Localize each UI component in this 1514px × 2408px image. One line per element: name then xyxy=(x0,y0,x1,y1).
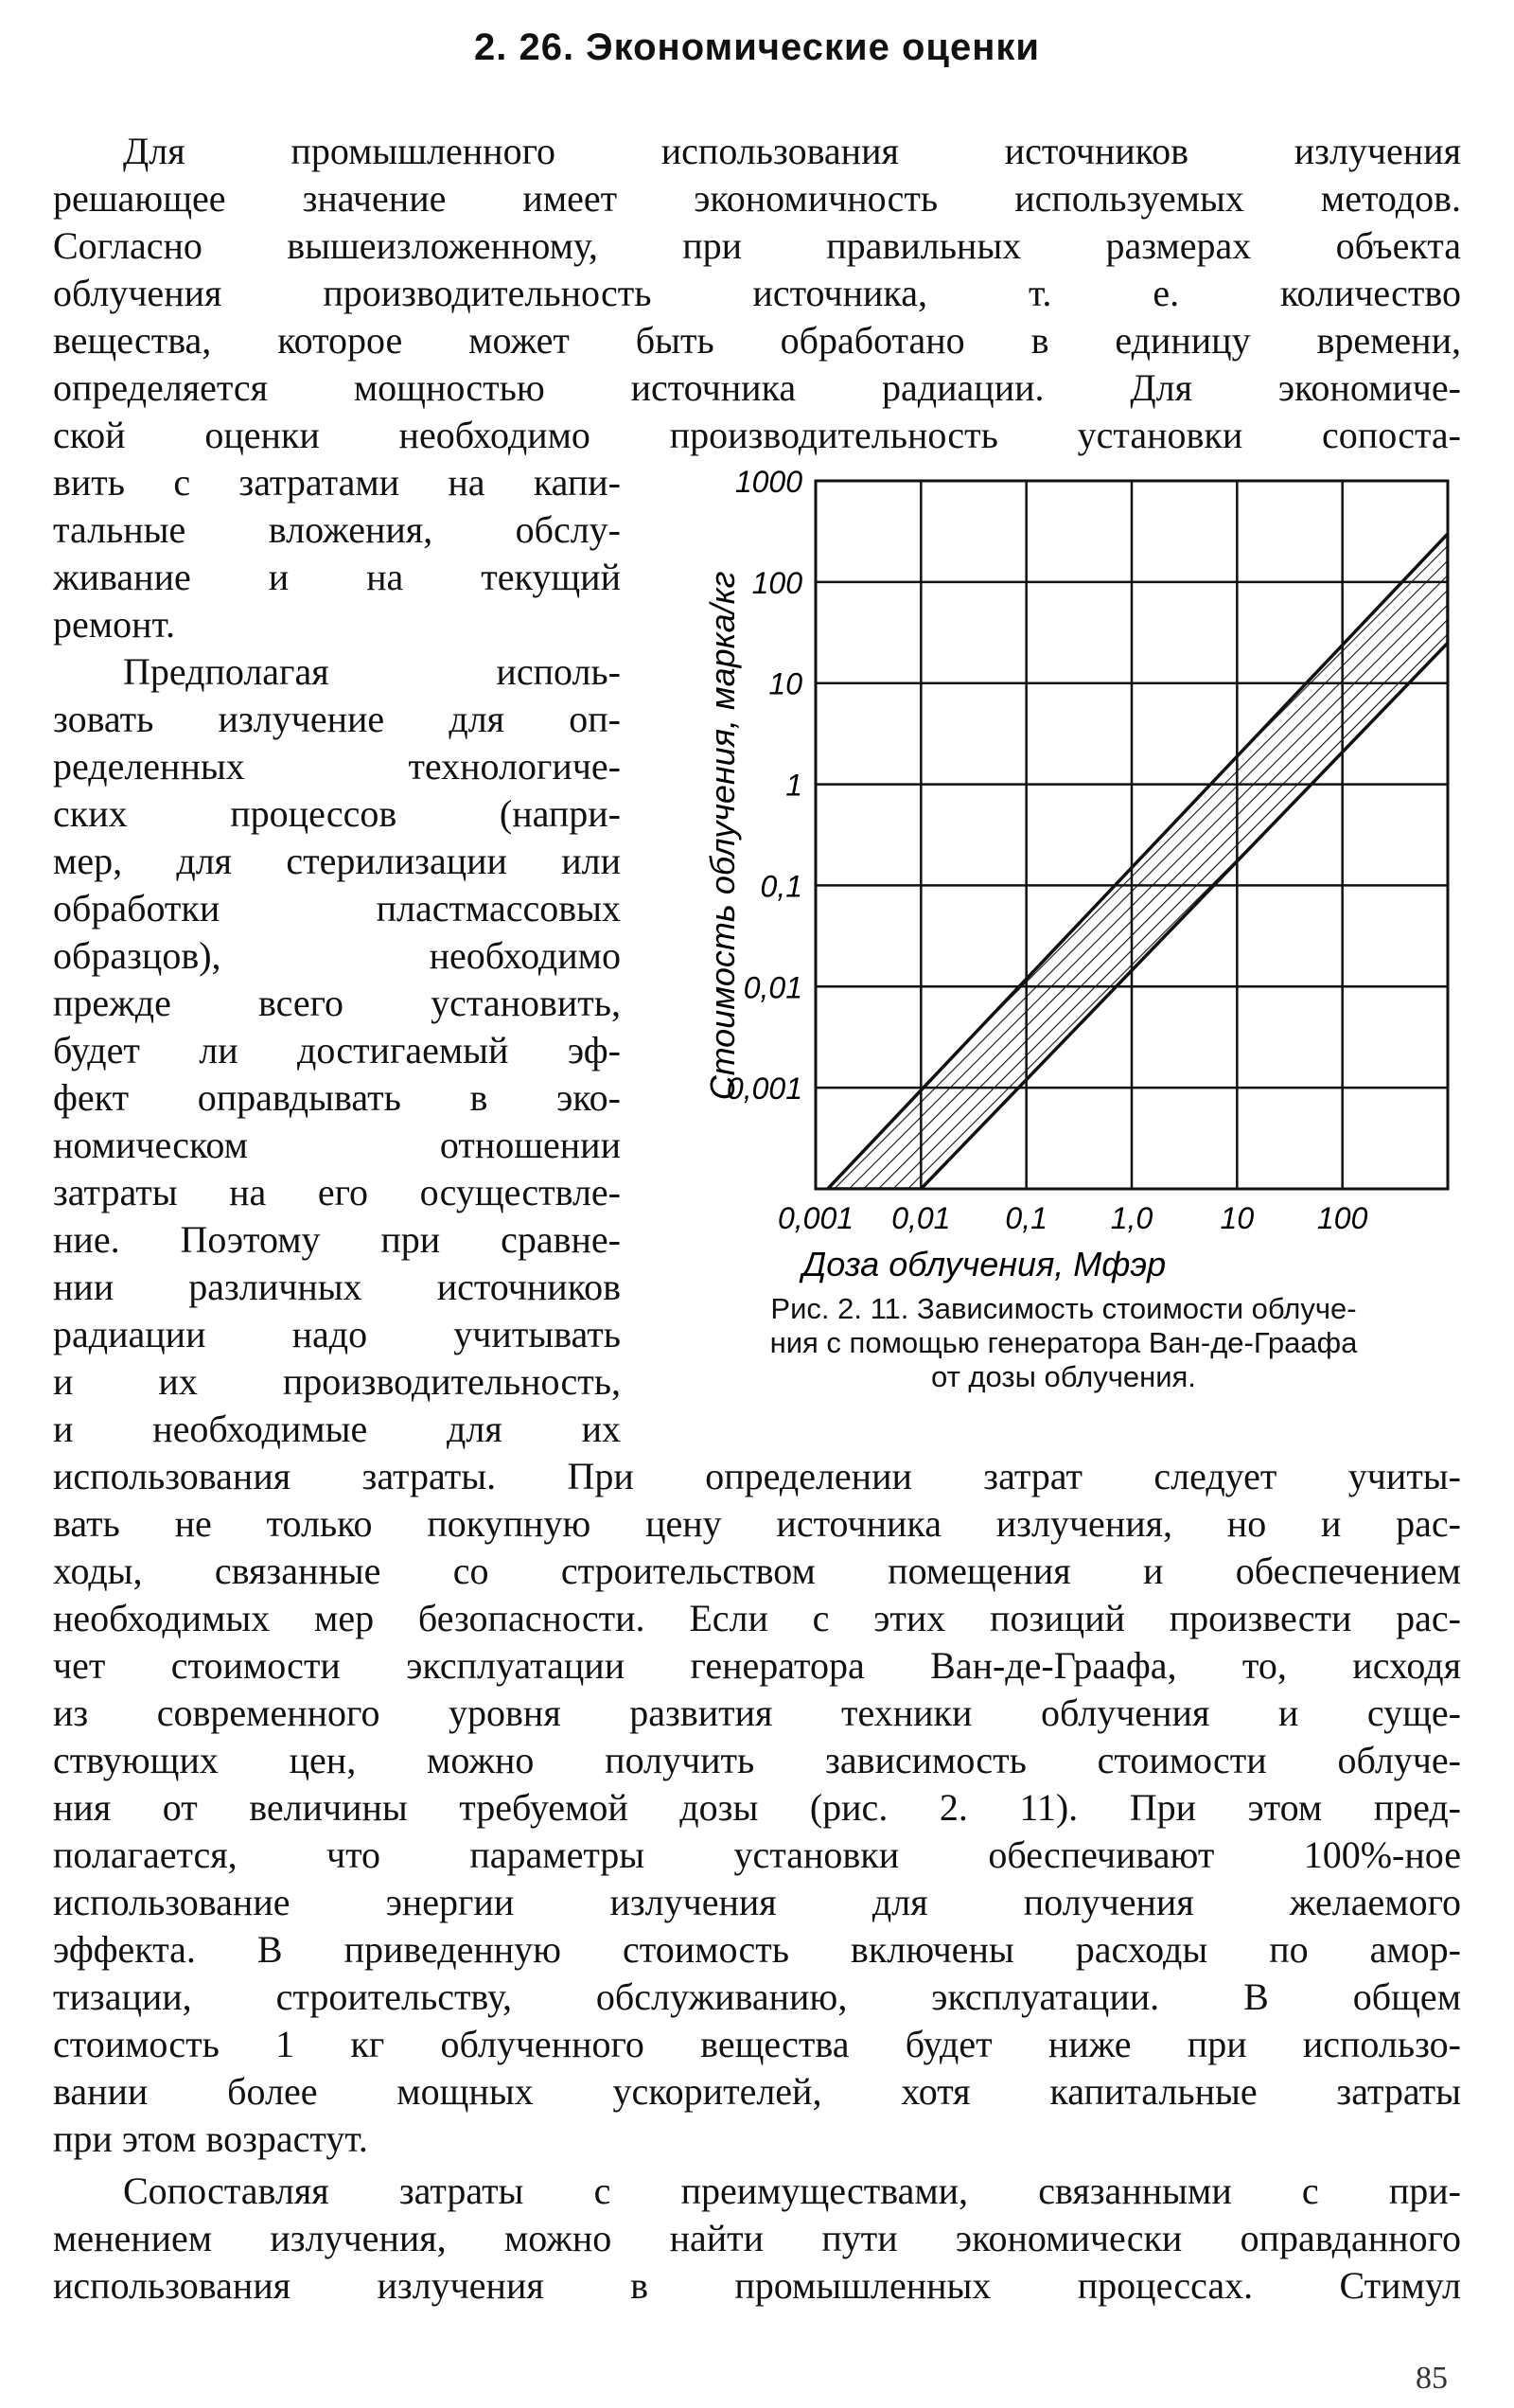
text-line: полагается, что параметры установки обеспечивают 100%-ное xyxy=(53,1833,1461,1876)
text-line: решающее значение имеет экономичность используемых методов. xyxy=(53,177,1461,220)
x-tick-label: 0,1 xyxy=(1005,1201,1047,1235)
chart-grid xyxy=(816,481,1448,1189)
figure-caption xyxy=(653,1292,1474,1394)
text-line: Согласно вышеизложенному, при правильных размерах объекта xyxy=(53,224,1461,267)
y-tick-label: 10 xyxy=(768,666,802,701)
text-line: Предполагая исполь- xyxy=(123,650,621,693)
text-line: и их производительность, xyxy=(53,1360,621,1403)
text-line: прежде всего установить, xyxy=(53,982,621,1024)
text-line: ния от величины требуемой дозы (рис. 2. 11). При этом пред- xyxy=(53,1786,1461,1829)
text-line: ние. Поэтому при сравне- xyxy=(53,1218,621,1261)
text-line: из современного уровня развития техники облучения и суще- xyxy=(53,1691,1461,1734)
text-line: мер, для стерилизации или xyxy=(53,840,621,882)
x-tick-label: 1,0 xyxy=(1110,1201,1153,1235)
text-line: фект оправдывать в эко- xyxy=(53,1076,621,1119)
text-line: тальные вложения, обслу- xyxy=(53,508,621,551)
text-line: затраты на его осуществле- xyxy=(53,1171,621,1213)
text-line: использование энергии излучения для получения желаемого xyxy=(53,1881,1461,1923)
text-line: вещества, которое может быть обработано в единицу времени, xyxy=(53,319,1461,362)
text-line: эффекта. В приведенную стоимость включены расходы по амор- xyxy=(53,1928,1461,1971)
y-tick-label: 0,001 xyxy=(726,1071,802,1107)
x-tick-label: 10 xyxy=(1220,1201,1255,1235)
text-line: ределенных технологиче- xyxy=(53,745,621,788)
y-axis-label: Стоимость облучения, марка/кг xyxy=(703,571,742,1101)
text-line: чет стоимости эксплуатации генератора Ван-де-Граафа, то, исходя xyxy=(53,1644,1461,1687)
text-line: использования излучения в промышленных процессах. Стимул xyxy=(53,2264,1461,2307)
x-tick-label: 100 xyxy=(1316,1201,1368,1235)
text-line: необходимых мер безопасности. Если с этих позиций произвести рас- xyxy=(53,1597,1461,1639)
text-line: облучения производительность источника, т. е. количество xyxy=(53,272,1461,314)
x-tick-label: 0,001 xyxy=(777,1201,854,1235)
y-tick-label: 1000 xyxy=(734,465,802,499)
y-tick-label: 0,1 xyxy=(760,869,802,904)
text-line: ских процессов (напри- xyxy=(53,792,621,835)
figure xyxy=(662,462,1495,1295)
text-line: образцов), необходимо xyxy=(53,934,621,977)
text-line: ской оценки необходимо производительность установки сопоста- xyxy=(53,414,1461,456)
text-line: вании более мощных ускорителей, хотя капитальные затраты xyxy=(53,2070,1461,2113)
section-heading: 2. 26. Экономические оценки xyxy=(473,27,1040,68)
text-line: номическом отношении xyxy=(53,1124,621,1166)
cost-vs-dose-chart xyxy=(662,462,1495,1295)
text-line: и необходимые для их xyxy=(53,1408,621,1450)
text-line: стоимость 1 кг облученного вещества будет ниже при использо- xyxy=(53,2023,1461,2065)
tick-labels xyxy=(727,465,1368,1235)
text-line: радиации надо учитывать xyxy=(53,1313,621,1355)
text-line: при этом возрастут. xyxy=(53,2117,368,2160)
text-line: Для промышленного использования источников излучения xyxy=(123,130,1461,172)
text-line: вать не только покупную цену источника излучения, но и рас- xyxy=(53,1502,1461,1545)
text-line: использования затраты. При определении затрат следует учиты- xyxy=(53,1455,1461,1497)
text-line: тизации, строительству, обслуживанию, эксплуатации. В общем xyxy=(53,1975,1461,2018)
text-line: ходы, связанные со строительством помещения и обеспечением xyxy=(53,1549,1461,1592)
text-line: определяется мощностью источника радиации. Для экономиче- xyxy=(53,366,1461,409)
text-line: вить с затратами на капи- xyxy=(53,461,621,504)
text-line: зовать излучение для оп- xyxy=(53,698,621,740)
text-line: Сопоставляя затраты с преимуществами, связанными с при- xyxy=(123,2169,1461,2212)
y-tick-label: 0,01 xyxy=(743,970,802,1005)
x-tick-label: 0,01 xyxy=(891,1201,951,1235)
y-tick-label: 100 xyxy=(751,565,802,600)
page-number: 85 xyxy=(1416,2361,1448,2396)
text-line: нии различных источников xyxy=(53,1266,621,1308)
x-axis-label: Доза облучения, Мфэр xyxy=(801,1245,1167,1284)
y-tick-label: 1 xyxy=(785,768,802,803)
text-line: ремонт. xyxy=(53,603,175,646)
text-line: живание и на текущий xyxy=(53,556,621,598)
caption-line: Рис. 2. 11. Зависимость стоимости облуче- xyxy=(770,1292,1357,1325)
text-line: менением излучения, можно найти пути экономически оправданного xyxy=(53,2217,1461,2259)
caption-line: от дозы облучения. xyxy=(931,1360,1196,1393)
text-line: обработки пластмассовых xyxy=(53,887,621,930)
text-line: будет ли достигаемый эф- xyxy=(53,1029,621,1071)
text-line: ствующих цен, можно получить зависимость стоимости облуче- xyxy=(53,1739,1461,1781)
caption-line: ния с помощью генератора Ван-де-Граафа xyxy=(769,1326,1358,1359)
